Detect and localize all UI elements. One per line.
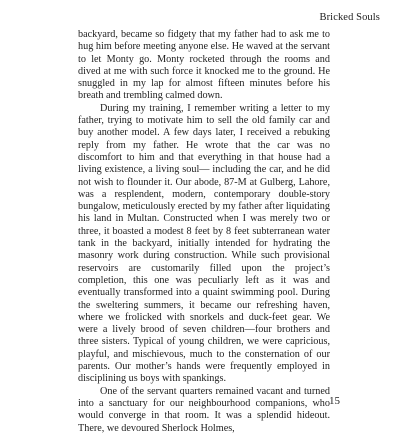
running-head: Bricked Souls [319, 12, 380, 23]
page-number: 15 [329, 395, 340, 407]
paragraph-1: backyard, became so fidgety that my father had to ask me to hug him before meeting anyone else. He waved at the servant to let Monty go. Monty rocketed through the rooms and dived at me with such force it knocked me to the ground. He snuggled in my lap for almost fifteen minutes before his breath and trembling calmed down. [78, 29, 330, 102]
paragraph-3: One of the servant quarters remained vacant and turned into a sanctuary for our neighbourhood companions, who would converge in that room. It was a splendid hideout. There, we devoured Sherlock Holmes, [78, 385, 330, 434]
paragraph-2: During my training, I remember writing a letter to my father, trying to motivate him to sell the old family car and buy another model. A few days later, I received a rebuking reply from my father. He wrote that the car was no discomfort to him and that everything in that house had a living existence, a living soul— including the car, and he did not wish to flounder it. Our abode, 87-M at Gulberg, Lahore, was a resplendent, modern, contemporary double-story bungalow, meticulously erected by my father after liquidating his land in Multan. Constructed when I was merely two or three, it boasted a modest 8 feet by 8 feet subterranean water tank in the backyard, initially intended for hydrating the masonry work during construction. While such provisional reservoirs are customarily filled upon the project’s completion, this one was peculiarly left as it was and eventually transformed into a quaint swimming pool. During the sweltering summers, it became our refreshing haven, where we frolicked with snorkels and duck-feet gear. We were a lively brood of seven children—four brothers and three sisters. Typical of young children, we were capricious, playful, and mischievous, much to the consternation of our parents. Our mother’s hands were frequently employed in disciplining us boys with spankings. [78, 102, 330, 385]
body-text [78, 29, 330, 435]
